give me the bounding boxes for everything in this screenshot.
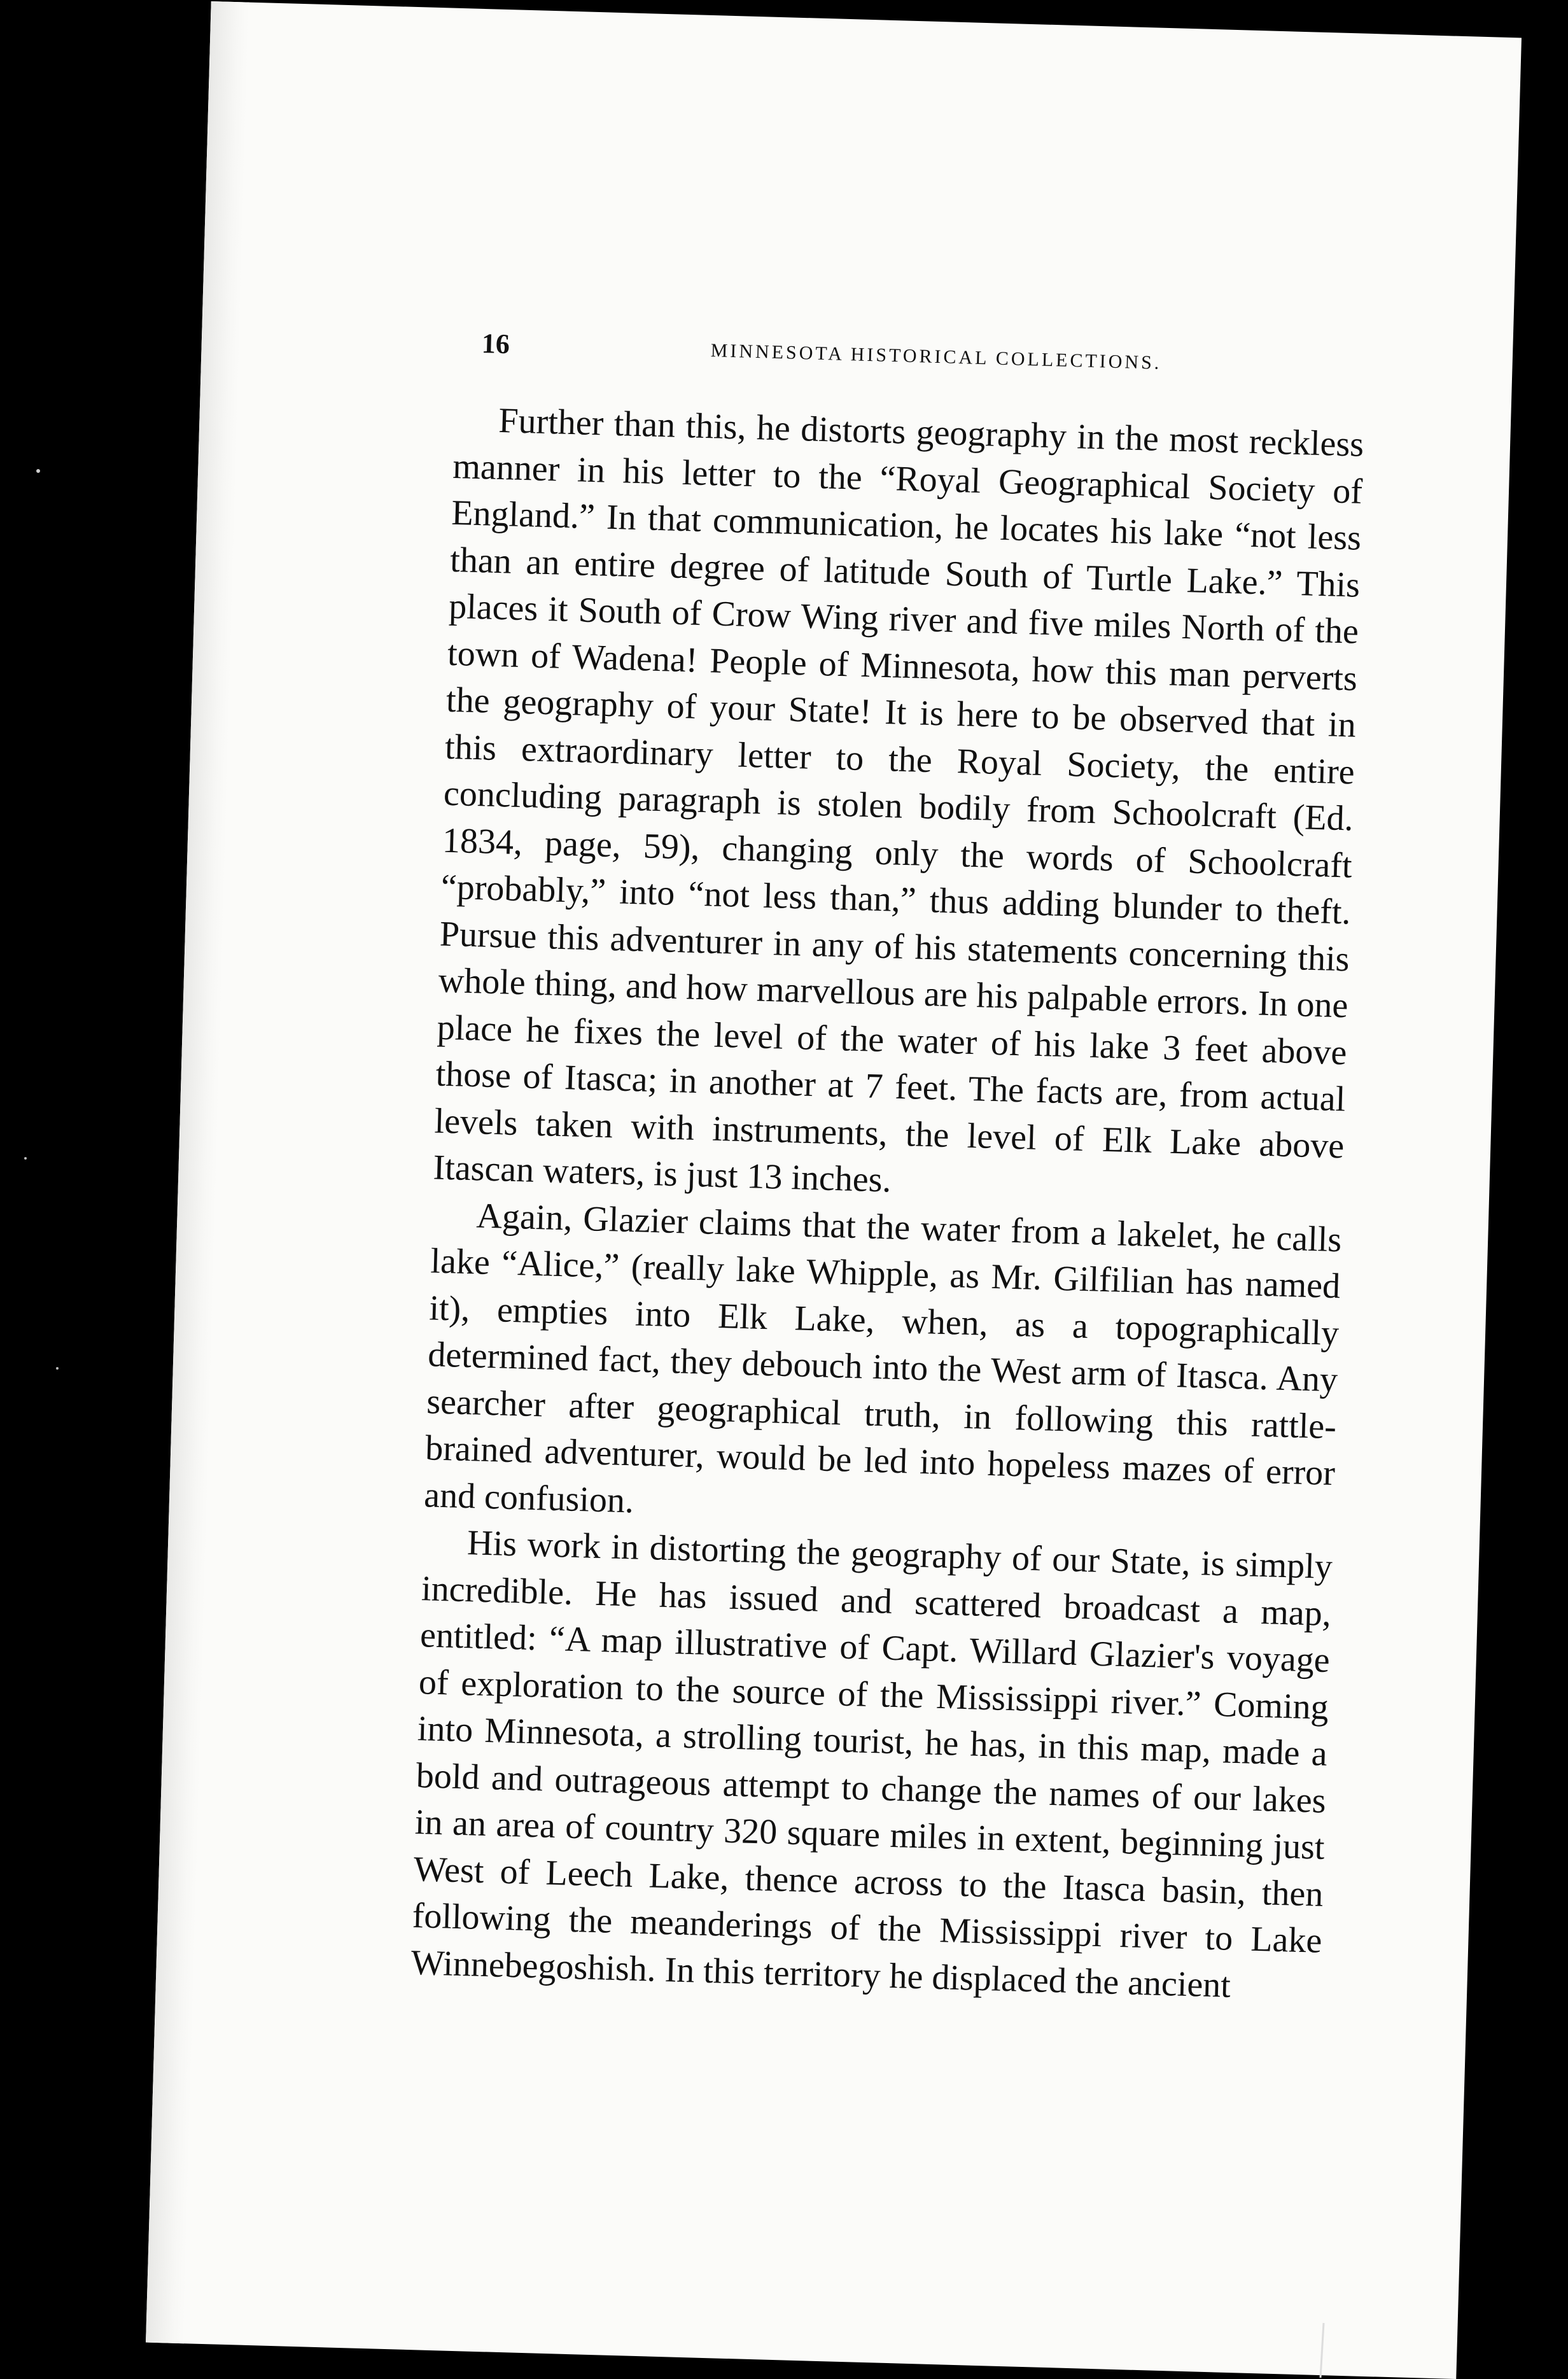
book-page xyxy=(146,1,1522,2379)
page-edge-shadow xyxy=(146,1,249,2343)
paragraph-1: Further than this, he distorts geography in the most reckless manner in his letter to the “Royal Geographical Society of England.” In that communication, he locates his lake “not less than an entire degree of latitude South of Turtle Lake.” This places it South of Crow Wing river and five miles North of the town of Wadena! People of Minnesota, how this man perverts the geography of your State! It is here to be observed that in this extraordinary letter to the Royal Society, the entire concluding paragraph is stolen bodily from Schoolcraft (Ed. 1834, page, 59), changing only the words of Schoolcraft “probably,” into “not less than,” thus adding blunder to theft. Pursue this adventurer in any of his statements concerning this whole thing, and how marvellous are his palpable errors. In one place he fixes the level of the water of his lake 3 feet above those of Itasca; in another at 7 feet. The facts are, from actual levels taken with instruments, the level of Elk Lake above Itascan waters, is just 13 inches. xyxy=(432,400,1364,1200)
page-header xyxy=(480,327,1474,406)
paragraph-2: Again, Glazier claims that the water from a lakelet, he calls lake “Alice,” (really lake Whipple, as Mr. Gilfilian has named it), empties into Elk Lake, when, as a topographically determined fact, they debouch into the West arm of Itasca. Any searcher after geographical truth, in following this rattle-brained adventurer, would be led into hopeless mazes of error and confusion. xyxy=(423,1195,1343,1520)
body-text xyxy=(410,396,1364,2012)
paragraph-3: His work in distorting the geography of our State, is simply incredible. He has issued and scattered broadcast a map, entitled: “A map illustrative of Capt. Willard Glazier's voyage of exploration to the source of the Mississippi river.” Coming into Minnesota, a strolling tourist, he has, in this map, made a bold and outrageous attempt to change the names of our lakes in an area of country 320 square miles in extent, beginning just West of Leech Lake, thence across to the Itasca basin, then following the meanderings of the Mississippi river to Lake Winnebegoshish. In this territory he displaced the ancient xyxy=(410,1523,1333,2005)
page-number: 16 xyxy=(481,328,510,360)
running-head: MINNESOTA HISTORICAL COLLECTIONS. xyxy=(710,340,1162,374)
